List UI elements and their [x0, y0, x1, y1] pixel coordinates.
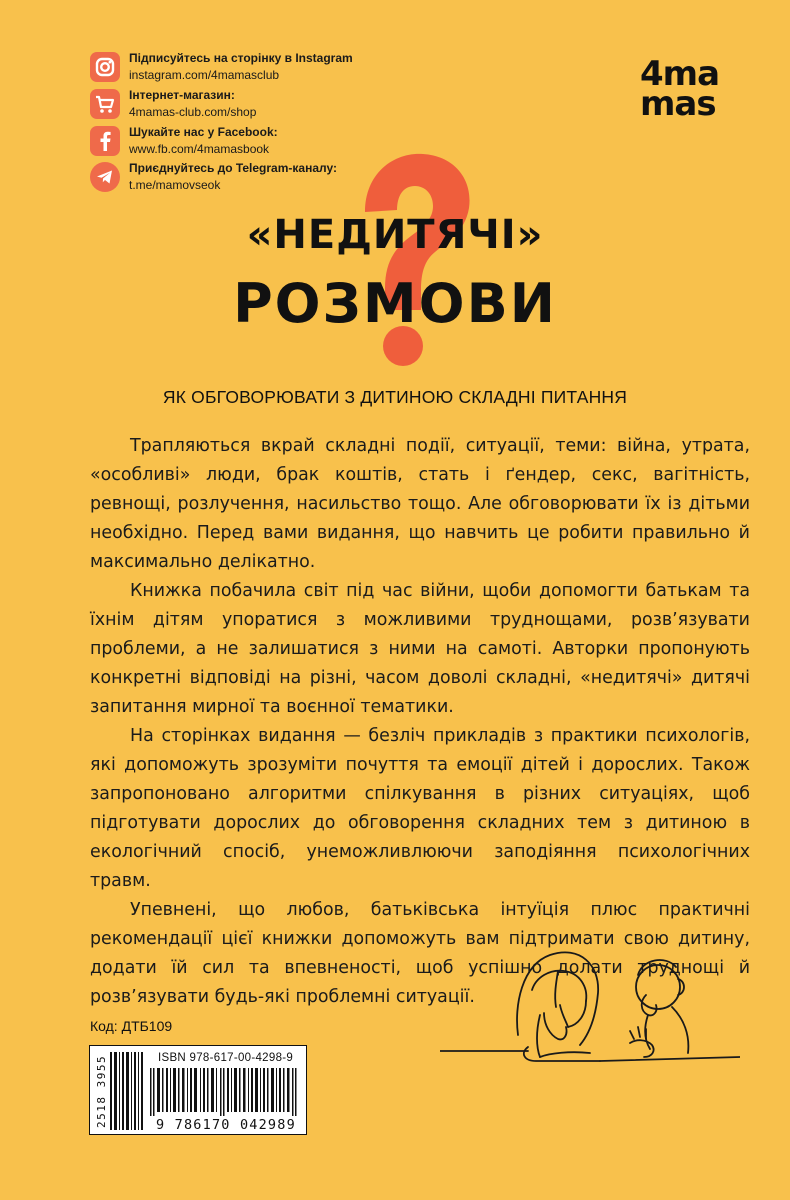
facebook-icon — [90, 126, 120, 156]
addon-barcode-bars — [110, 1052, 144, 1130]
cart-icon — [90, 89, 120, 119]
social-url[interactable]: www.fb.com/4mamasbook — [129, 142, 270, 156]
isbn-barcode — [89, 1045, 307, 1135]
social-url[interactable]: instagram.com/4mamasclub — [129, 68, 280, 82]
main-barcode-bars — [150, 1068, 300, 1116]
social-title: Інтернет-магазин: — [129, 88, 235, 102]
publisher-logo-line2: mas — [640, 84, 716, 124]
description-paragraph: Упевнені, що любов, батьківська інтуїція плюс практичні рекомендації цієї книжки допоможуть вам підтримати свою дитину, додати їй сил та впевненості, щоб успішно долати труднощі й розв’язувати будь-які проблемні ситуації. — [90, 900, 750, 1007]
barcode-addon-number: 2518 3955 — [95, 1054, 108, 1128]
description-paragraph: Трапляються вкрай складні події, ситуації, теми: війна, утрата, «особливі» люди, брак коштів, стать і ґендер, секс, вагітність, ревнощі, розлучення, насильство тощо. Але обговорювати їх із дітьми необхідно. Перед вами видання, що навчить це робити правильно й максимально делікатно. — [90, 436, 750, 572]
book-description — [90, 432, 750, 1012]
description-paragraph: Книжка побачила світ під час війни, щоби допомогти батькам та їхнім дітям упоратися з можливими труднощами, розв’язувати проблеми, а не залишатися з ними на самоті. Авторки пропонують конкретні відповіді на різні, часом доволі складні, «недитячі» дитячі запитання мирної та воєнної тематики. — [90, 581, 750, 717]
description-paragraph: На сторінках видання — безліч прикладів з практики психологів, які допоможуть зрозуміти почуття та емоції дітей і дорослих. Також запропоновано алгоритми спілкування в різних ситуаціях, щоб підготувати дорослих до обговорення складних тем з дитиною в екологічний спосіб, унеможливлюючи заподіяння психологічних травм. — [90, 726, 750, 891]
book-subtitle: ЯК ОБГОВОРЮВАТИ З ДИТИНОЮ СКЛАДНІ ПИТАННЯ — [162, 387, 628, 407]
mother-child-illustration — [440, 935, 740, 1070]
social-title: Підписуйтесь на сторінку в Instagram — [129, 51, 353, 65]
social-title: Шукайте нас у Facebook: — [129, 125, 278, 139]
instagram-icon — [90, 52, 120, 82]
book-title-line2: РОЗМОВИ — [233, 272, 557, 335]
isbn-text: ISBN 978-617-00-4298-9 — [158, 1052, 294, 1064]
publisher-logo — [640, 54, 760, 124]
social-title: Приєднуйтесь до Telegram-каналу: — [129, 161, 337, 175]
book-title-line1: «НЕДИТЯЧІ» — [246, 212, 544, 258]
product-code: Код: ДТБ109 — [90, 1018, 173, 1034]
social-url[interactable]: t.me/mamovseok — [129, 178, 221, 192]
question-mark-icon — [355, 150, 475, 370]
social-url[interactable]: 4mamas-club.com/shop — [129, 105, 257, 119]
publisher-logo-line1: 4ma — [640, 54, 720, 94]
telegram-icon — [90, 162, 120, 192]
barcode-number: 9 786170 042989 — [156, 1117, 296, 1133]
